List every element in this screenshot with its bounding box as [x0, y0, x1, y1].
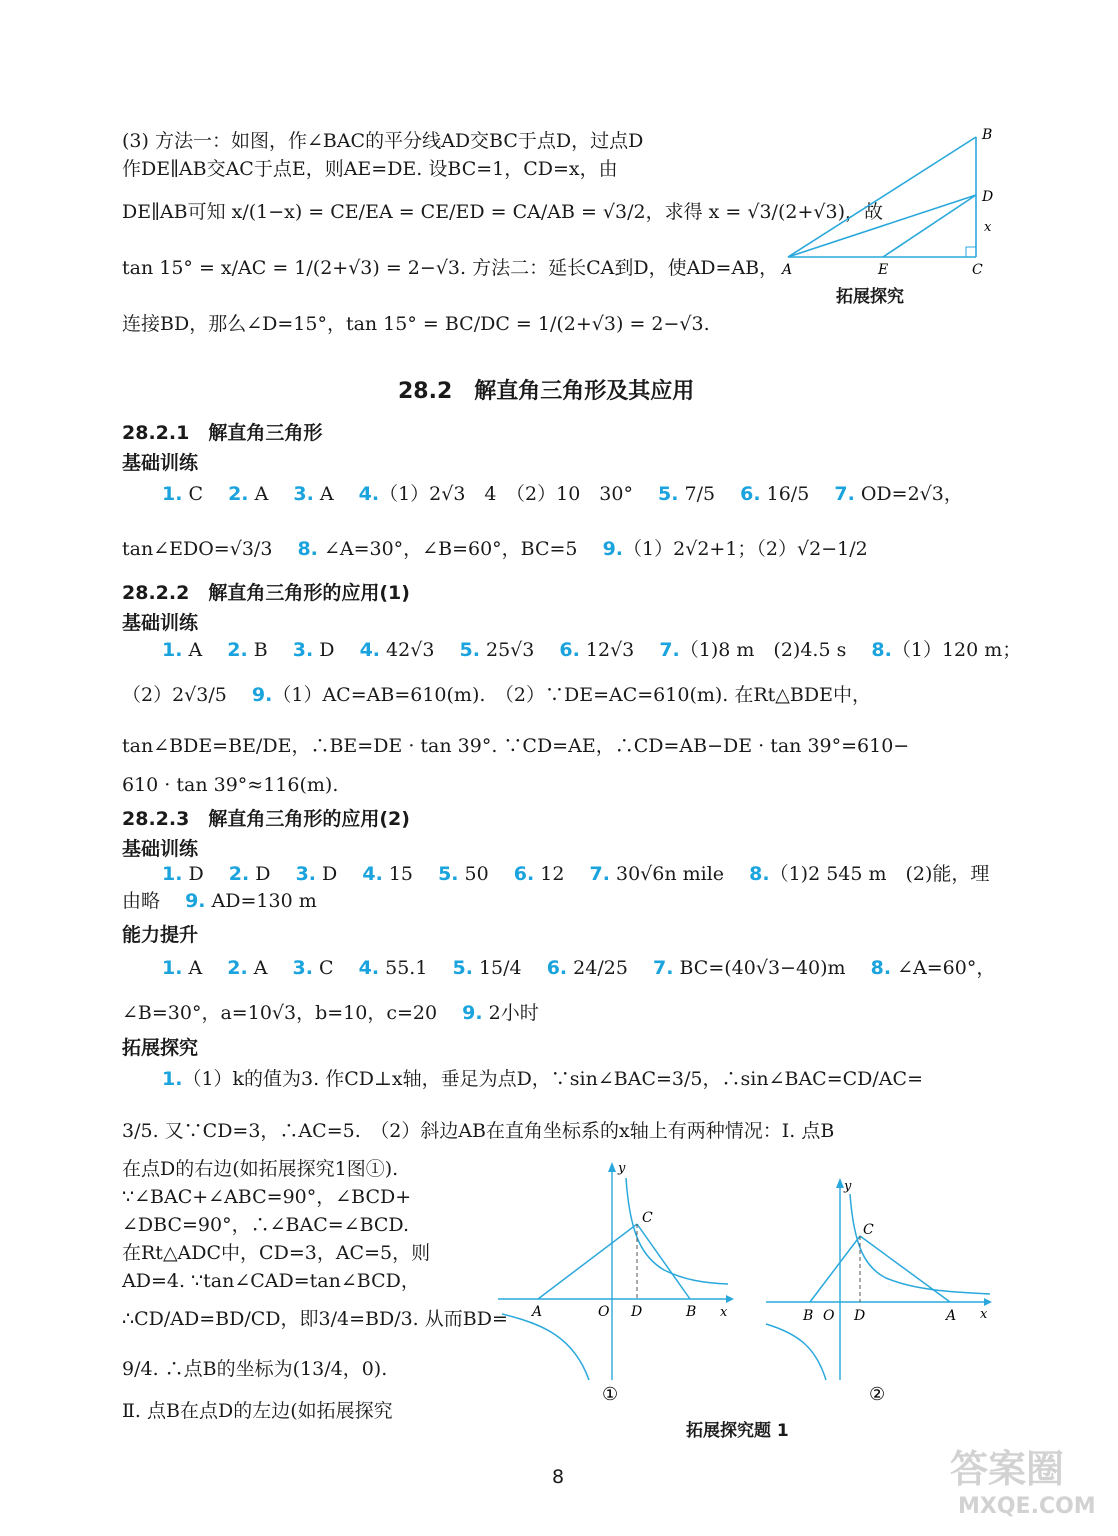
q-num: 4.	[362, 863, 383, 885]
solution-line: ∵∠BAC+∠ABC=90°，∠BCD+	[122, 1186, 412, 1208]
q-num: 9.	[602, 538, 624, 560]
solution-line: ∠DBC=90°，∴∠BAC=∠BCD.	[122, 1214, 410, 1236]
intro-line-1: (3) 方法一：如图，作∠BAC的平分线AD交BC于点D，过点D	[122, 130, 644, 152]
subheading-basic-2: 基础训练	[122, 612, 199, 634]
q-ans: 由略	[122, 890, 161, 912]
q-ans: C	[312, 957, 334, 979]
q-ans: 12√3	[579, 639, 635, 661]
q-num: 3.	[293, 483, 314, 505]
q-num: 6.	[559, 639, 580, 661]
q-ans: （1）120 m；	[891, 639, 1022, 661]
label-O-2: O	[823, 1308, 835, 1324]
q-ans: A	[247, 957, 268, 979]
q-ans: A	[313, 483, 334, 505]
q-ans: 25√3	[479, 639, 535, 661]
q-num: 8.	[749, 863, 770, 885]
q-ans: 7/5	[678, 483, 716, 505]
solution-line: Ⅱ. 点B在点D的左边(如拓展探究	[122, 1400, 393, 1422]
q-num: 6.	[513, 863, 535, 885]
q-num: 7.	[652, 957, 674, 979]
q-num: 8.	[297, 538, 318, 560]
q-ans: 24/25	[567, 957, 628, 979]
q-ans: D	[313, 639, 335, 661]
q-ans: （1)2 545 m (2)能，理	[769, 863, 990, 885]
q-num: 5.	[452, 957, 473, 979]
q-ans: （1）2√2+1；（2）√2−1/2	[623, 538, 868, 560]
q-ans: A	[248, 483, 269, 505]
label-E: E	[878, 262, 889, 278]
label-C-2: C	[863, 1222, 874, 1238]
figure-caption-2: 拓展探究题 1	[686, 1421, 789, 1441]
axis-x-1: x	[720, 1305, 728, 1320]
answer-line	[162, 959, 995, 978]
figure-mark-2: ②	[869, 1384, 886, 1405]
q-num: 2.	[227, 639, 248, 661]
q-ans: 2小时	[482, 1002, 539, 1024]
q-ans: 12	[534, 863, 565, 885]
q-num: 8.	[871, 639, 892, 661]
q-ans: （1）2√3 4 （2）10 30°	[379, 483, 633, 505]
q-num: 3.	[292, 639, 314, 661]
label-D-2: D	[854, 1308, 866, 1324]
intro-line-5: 连接BD，那么∠D=15°，tan 15° = BC/DC = 1/(2+√3) = 2−√3.	[122, 313, 710, 335]
answer-line	[162, 1070, 923, 1089]
q-ans: 15/4	[472, 957, 522, 979]
label-B-1: B	[686, 1304, 697, 1320]
q-ans: A	[182, 957, 203, 979]
intro-line-2: 作DE∥AB交AC于点E，则AE=DE. 设BC=1，CD=x，由	[122, 158, 618, 180]
q-num: 5.	[438, 863, 459, 885]
subsection-title-1: 28.2.1 解直角三角形	[122, 422, 323, 444]
q-num: 1.	[162, 1068, 183, 1090]
q-ans: 50	[458, 863, 489, 885]
label-C: C	[972, 262, 983, 278]
watermark-logo: 答案圈	[950, 1447, 1065, 1491]
q-num: 9.	[251, 684, 273, 706]
q-num: 2.	[228, 863, 250, 885]
section-title: 28.2 解直角三角形及其应用	[398, 379, 695, 404]
q-ans: （2）2√3/5	[122, 684, 227, 706]
q-num: 6.	[740, 483, 761, 505]
label-B: B	[982, 127, 993, 143]
answer-line	[162, 865, 989, 884]
q-num: 6.	[546, 957, 568, 979]
answer-line: 610 · tan 39°≈116(m).	[122, 774, 339, 796]
q-num: 7.	[659, 639, 680, 661]
q-ans: 15	[382, 863, 414, 885]
solution-line: 在点D的右边(如拓展探究1图①).	[122, 1158, 399, 1180]
axis-x-2: x	[980, 1307, 988, 1322]
label-B-2: B	[803, 1308, 814, 1324]
axis-y-1: y	[618, 1161, 626, 1176]
q-ans: BC=(40√3−40)m	[673, 957, 846, 979]
watermark-url: MXQE.COM	[958, 1494, 1096, 1519]
solution-line: 在Rt△ADC中，CD=3，AC=5，则	[122, 1242, 431, 1264]
label-O-1: O	[598, 1304, 610, 1320]
solution-line: 9/4. ∴点B的坐标为(13/4，0).	[122, 1358, 388, 1380]
q-num: 8.	[870, 957, 892, 979]
answer-line: 3/5. 又∵CD=3，∴AC=5. （2）斜边AB在直角坐标系的x轴上有两种情况：Ⅰ. 点B	[122, 1120, 835, 1142]
q-ans: C	[182, 483, 204, 505]
q-ans: D	[316, 863, 338, 885]
q-num: 5.	[658, 483, 679, 505]
answer-line	[122, 686, 871, 705]
q-ans: ∠B=30°，a=10√3，b=10，c=20	[122, 1002, 438, 1024]
answer-line	[122, 892, 317, 911]
answer-line	[162, 485, 963, 504]
q-num: 9.	[185, 890, 206, 912]
label-A: A	[782, 262, 793, 278]
q-ans: 55.1	[379, 957, 428, 979]
q-ans: （1）AC=AB=610(m). （2）∵DE=AC=610(m). 在Rt△BDE中，	[272, 684, 871, 706]
label-D-1: D	[631, 1304, 643, 1320]
solution-line: AD=4. ∵tan∠CAD=tan∠BCD，	[122, 1270, 420, 1292]
q-ans: D	[182, 863, 204, 885]
q-ans: AD=130 m	[205, 890, 317, 912]
subheading-explore: 拓展探究	[122, 1037, 199, 1059]
q-num: 7.	[589, 863, 610, 885]
q-ans: ∠A=60°，	[891, 957, 996, 979]
label-C-1: C	[642, 1210, 653, 1226]
q-ans: OD=2√3，	[854, 483, 963, 505]
q-num: 7.	[834, 483, 855, 505]
q-ans: ∠A=30°，∠B=60°，BC=5	[317, 538, 578, 560]
label-D: D	[982, 189, 994, 205]
q-num: 2.	[228, 483, 249, 505]
subheading-ability: 能力提升	[122, 924, 199, 946]
subsection-title-3: 28.2.3 解直角三角形的应用(2)	[122, 808, 410, 830]
q-num: 1.	[162, 863, 183, 885]
answer-line	[162, 641, 1021, 660]
q-num: 1.	[162, 483, 183, 505]
q-ans: （1）k的值为3. 作CD⊥x轴，垂足为点D，∵sin∠BAC=3/5，∴sin∠BAC=CD/AC=	[182, 1068, 923, 1090]
solution-line: ∴CD/AD=BD/CD，即3/4=BD/3. 从而BD=	[122, 1308, 508, 1330]
q-ans: （1)8 m (2)4.5 s	[679, 639, 847, 661]
axis-y-2: y	[844, 1179, 852, 1194]
q-ans: 16/5	[760, 483, 810, 505]
coordinate-figures	[494, 1158, 996, 1408]
q-num: 3.	[295, 863, 317, 885]
answer-line: tan∠BDE=BE/DE，∴BE=DE · tan 39°. ∵CD=AE，∴CD=AB−DE · tan 39°=610−	[122, 735, 910, 757]
q-ans: D	[249, 863, 271, 885]
page-number: 8	[552, 1466, 565, 1488]
label-x: x	[984, 220, 992, 235]
q-ans: A	[182, 639, 203, 661]
label-A-1: A	[532, 1304, 543, 1320]
q-ans: tan∠EDO=√3/3	[122, 538, 273, 560]
q-num: 2.	[227, 957, 248, 979]
q-num: 4.	[358, 483, 380, 505]
subsection-title-2: 28.2.2 解直角三角形的应用(1)	[122, 582, 410, 604]
q-num: 1.	[162, 957, 183, 979]
q-num: 4.	[358, 957, 380, 979]
label-A-2: A	[946, 1308, 957, 1324]
subheading-basic-3: 基础训练	[122, 838, 199, 860]
answer-line	[122, 1004, 539, 1023]
q-ans: 30√6n mile	[609, 863, 725, 885]
intro-line-3: DE∥AB可知 x/(1−x) = CE/EA = CE/ED = CA/AB = √3/2，求得 x = √3/(2+√3)，故	[122, 201, 883, 223]
subheading-basic-1: 基础训练	[122, 452, 199, 474]
q-num: 1.	[162, 639, 183, 661]
q-num: 4.	[359, 639, 381, 661]
figure-mark-1: ①	[602, 1384, 619, 1405]
q-num: 5.	[459, 639, 480, 661]
q-ans: 42√3	[380, 639, 435, 661]
q-num: 3.	[292, 957, 313, 979]
answer-line	[122, 540, 868, 559]
intro-line-4: tan 15° = x/AC = 1/(2+√3) = 2−√3. 方法二：延长CA到D，使AD=AB，	[122, 257, 779, 279]
q-ans: B	[247, 639, 268, 661]
figure-caption-1: 拓展探究	[836, 287, 904, 307]
q-num: 9.	[462, 1002, 483, 1024]
